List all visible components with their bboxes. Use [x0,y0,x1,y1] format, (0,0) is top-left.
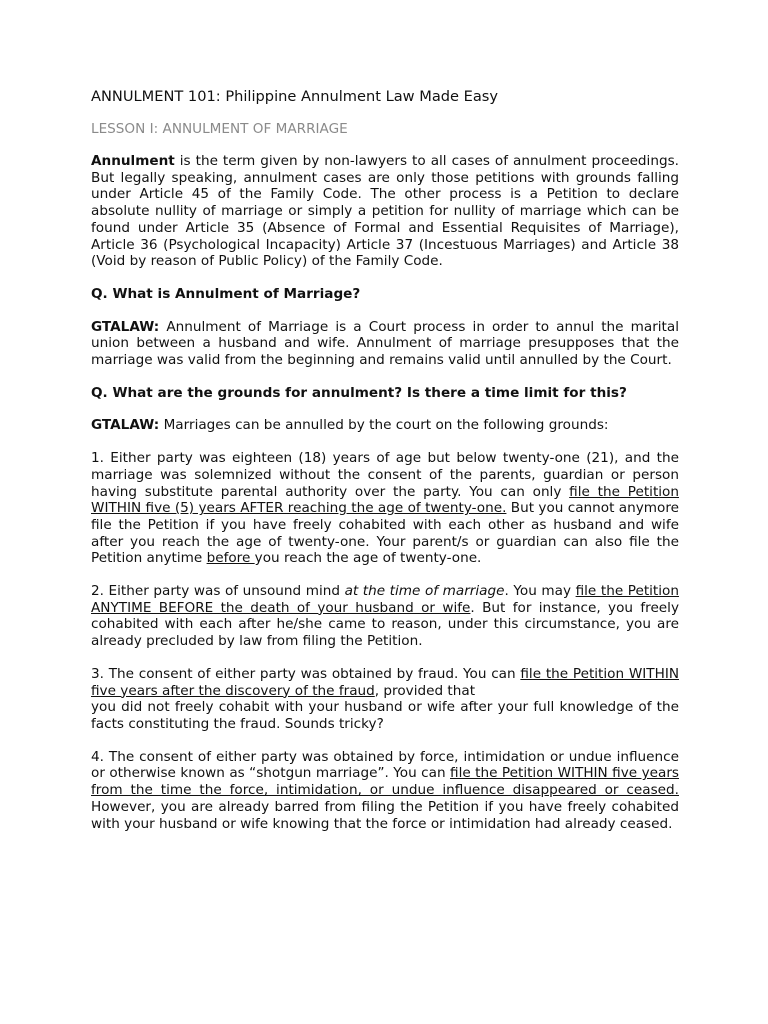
ground-3 [91,666,679,733]
ground-3-text-b: , provided that [374,682,476,699]
ground-4 [91,749,679,833]
intro-paragraph [91,153,679,270]
answer-1 [91,319,679,369]
ground-1-text-c: you reach the age of twenty-one. [254,550,482,567]
ground-2-text-a: 2. Either party was of unsound mind [91,583,345,600]
intro-term: Annulment [91,153,175,169]
answer-2-text: Marriages can be annulled by the court on the following grounds: [159,417,609,434]
ground-3-text-a: 3. The consent of either party was obtained by fraud. You can [91,665,521,682]
document-title: ANNULMENT 101: Philippine Annulment Law Made Easy [91,88,499,105]
ground-2-text-c: . But for instance, you freely cohabited with each after he/she came to reason, under this circumstance, you are already precluded by law from filing the Petition. [91,599,679,650]
ground-2-underline: file the Petition ANYTIME BEFORE the death of your husband or wife [91,583,679,616]
ground-4-underline: file the Petition WITHIN five years from the time the force, intimidation, or undue influence disappeared or ceased. [91,765,679,799]
intro-text: is the term given by non-lawyers to all cases of annulment proceedings. But legally speaking, annulment cases are only those petitions with grounds falling under Article 45 of the Family Code. The other process is a Petition to declare absolute nullity of marriage or simply a petition for nullity of marriage which can be found under Article 35 (Absence of Formal and Essential Requisites of Marriage), Article 36 (Psychological Incapacity) Article 37 (Incestuous Marriages) and Article 38 (Void by reason of Public Policy) of the Family Code. [91,153,679,270]
ground-1-text-a: 1. Either party was eighteen (18) years of age but below twenty-one (21), and the marriage was solemnized without the consent of the parents, guardian or person having substitute parental authority over the party. You can only [91,450,679,500]
ground-4-text-a: 4. The consent of either party was obtained by force, intimidation or undue influence or otherwise known as “shotgun marriage”. You can [91,748,679,782]
document-body [91,88,679,848]
answer-2 [91,417,679,434]
ground-2 [91,583,679,650]
ground-1-underline-1: file the Petition WITHIN five (5) years AFTER reaching the age of twenty-one. [91,483,679,517]
ground-1 [91,450,679,567]
ground-4-text-b: However, you are already barred from filing the Petition if you have freely cohabited with your husband or wife knowing that the force or intimidation had already ceased. [91,798,679,832]
answer-1-text: Annulment of Marriage is a Court process in order to annul the marital union between a husband and wife. Annulment of marriage presupposes that the marriage was valid from the beginning and remains valid until annulled by the Court. [91,318,679,369]
question-2: Q. What are the grounds for annulment? Is there a time limit for this? [91,384,627,401]
ground-3-line-2: you did not freely cohabit with your husband or wife after your full knowledge of the facts constituting the fraud. Sounds tricky? [91,699,679,732]
ground-3-underline: file the Petition WITHIN five years after the discovery of the fraud [91,665,679,699]
ground-1-text-b: But you cannot anymore file the Petition if you have freely cohabited with each other as husband and wife after you reach the age of twenty-one. Your parent/s or guardian can also file the Petition anytime [91,500,679,567]
ground-2-text-b: . You may [504,583,576,600]
lesson-heading: LESSON I: ANNULMENT OF MARRIAGE [91,121,348,137]
ground-1-underline-2: before [206,550,255,567]
answer-2-label: GTALAW: [91,417,160,434]
question-1: Q. What is Annulment of Marriage? [91,285,361,302]
ground-2-italic: at the time of marriage [344,583,505,600]
answer-1-label: GTALAW: [91,318,160,335]
ground-3-line-1 [91,666,679,699]
